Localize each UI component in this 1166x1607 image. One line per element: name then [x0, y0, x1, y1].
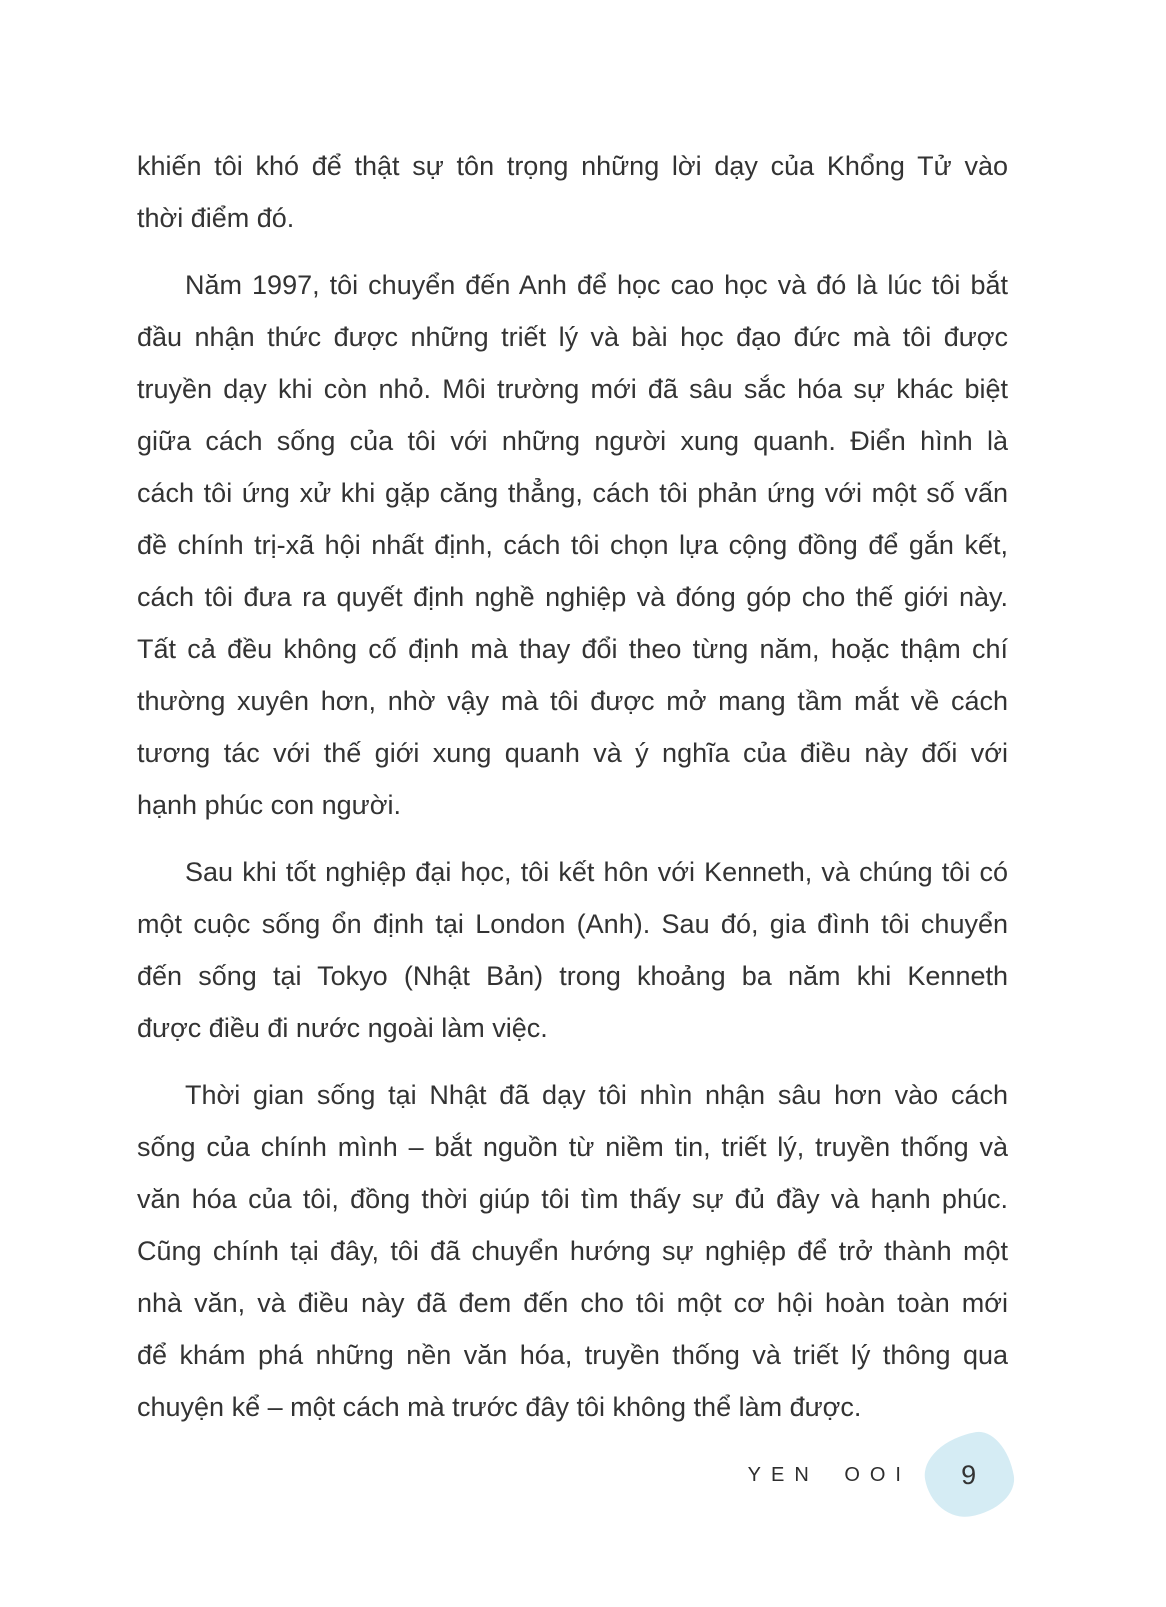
- paragraph: [137, 259, 1008, 831]
- paragraph-line: đầu nhận thức được những triết lý và bài học đạo đức mà tôi được: [137, 322, 1008, 352]
- paragraph-line: để khám phá những nền văn hóa, truyền thống và triết lý thông qua: [137, 1340, 1008, 1370]
- paragraph-line: chuyện kể – một cách mà trước đây tôi không thể làm được.: [137, 1392, 862, 1422]
- paragraph: [137, 140, 1008, 244]
- paragraph: [137, 1069, 1008, 1433]
- paragraph-line: thường xuyên hơn, nhờ vậy mà tôi được mở mang tầm mắt về cách: [137, 686, 1008, 716]
- paragraph-line: hạnh phúc con người.: [137, 790, 401, 820]
- paragraph-line: Tất cả đều không cố định mà thay đổi theo từng năm, hoặc thậm chí: [137, 634, 1008, 664]
- paragraph-line: Năm 1997, tôi chuyển đến Anh để học cao học và đó là lúc tôi bắt: [185, 270, 1008, 300]
- paragraph-line: Thời gian sống tại Nhật đã dạy tôi nhìn nhận sâu hơn vào cách: [185, 1080, 1008, 1110]
- paragraph-line: khiến tôi khó để thật sự tôn trọng những lời dạy của Khổng Tử vào: [137, 151, 1008, 181]
- paragraph-line: nhà văn, và điều này đã đem đến cho tôi một cơ hội hoàn toàn mới: [137, 1288, 1008, 1318]
- page-footer: [137, 1432, 1013, 1518]
- page-number-blob: [919, 1427, 1020, 1523]
- paragraph-line: sống của chính mình – bắt nguồn từ niềm tin, triết lý, truyền thống và: [137, 1132, 1008, 1162]
- page-number: 9: [961, 1459, 977, 1490]
- paragraph-line: truyền dạy khi còn nhỏ. Môi trường mới đã sâu sắc hóa sự khác biệt: [137, 374, 1008, 404]
- paragraph-line: giữa cách sống của tôi với những người xung quanh. Điển hình là: [137, 426, 1008, 456]
- author-name: YEN OOI: [747, 1463, 911, 1486]
- paragraph-line: được điều đi nước ngoài làm việc.: [137, 1013, 548, 1043]
- paragraph-line: văn hóa của tôi, đồng thời giúp tôi tìm thấy sự đủ đầy và hạnh phúc.: [137, 1184, 1008, 1214]
- paragraph-line: Sau khi tốt nghiệp đại học, tôi kết hôn với Kenneth, và chúng tôi có: [185, 857, 1008, 887]
- paragraph-line: đến sống tại Tokyo (Nhật Bản) trong khoảng ba năm khi Kenneth: [137, 961, 1008, 991]
- paragraph-line: cách tôi ứng xử khi gặp căng thẳng, cách tôi phản ứng với một số vấn: [137, 478, 1008, 508]
- page-text: [137, 140, 1008, 1433]
- paragraph-line: Cũng chính tại đây, tôi đã chuyển hướng sự nghiệp để trở thành một: [137, 1236, 1008, 1266]
- paragraph-line: tương tác với thế giới xung quanh và ý nghĩa của điều này đối với: [137, 738, 1008, 768]
- paragraph-line: một cuộc sống ổn định tại London (Anh). Sau đó, gia đình tôi chuyển: [137, 909, 1008, 939]
- paragraph-line: đề chính trị-xã hội nhất định, cách tôi chọn lựa cộng đồng để gắn kết,: [137, 530, 1008, 560]
- paragraph: [137, 846, 1008, 1054]
- paragraph-line: thời điểm đó.: [137, 203, 295, 233]
- paragraph-line: cách tôi đưa ra quyết định nghề nghiệp và đóng góp cho thế giới này.: [137, 582, 1008, 612]
